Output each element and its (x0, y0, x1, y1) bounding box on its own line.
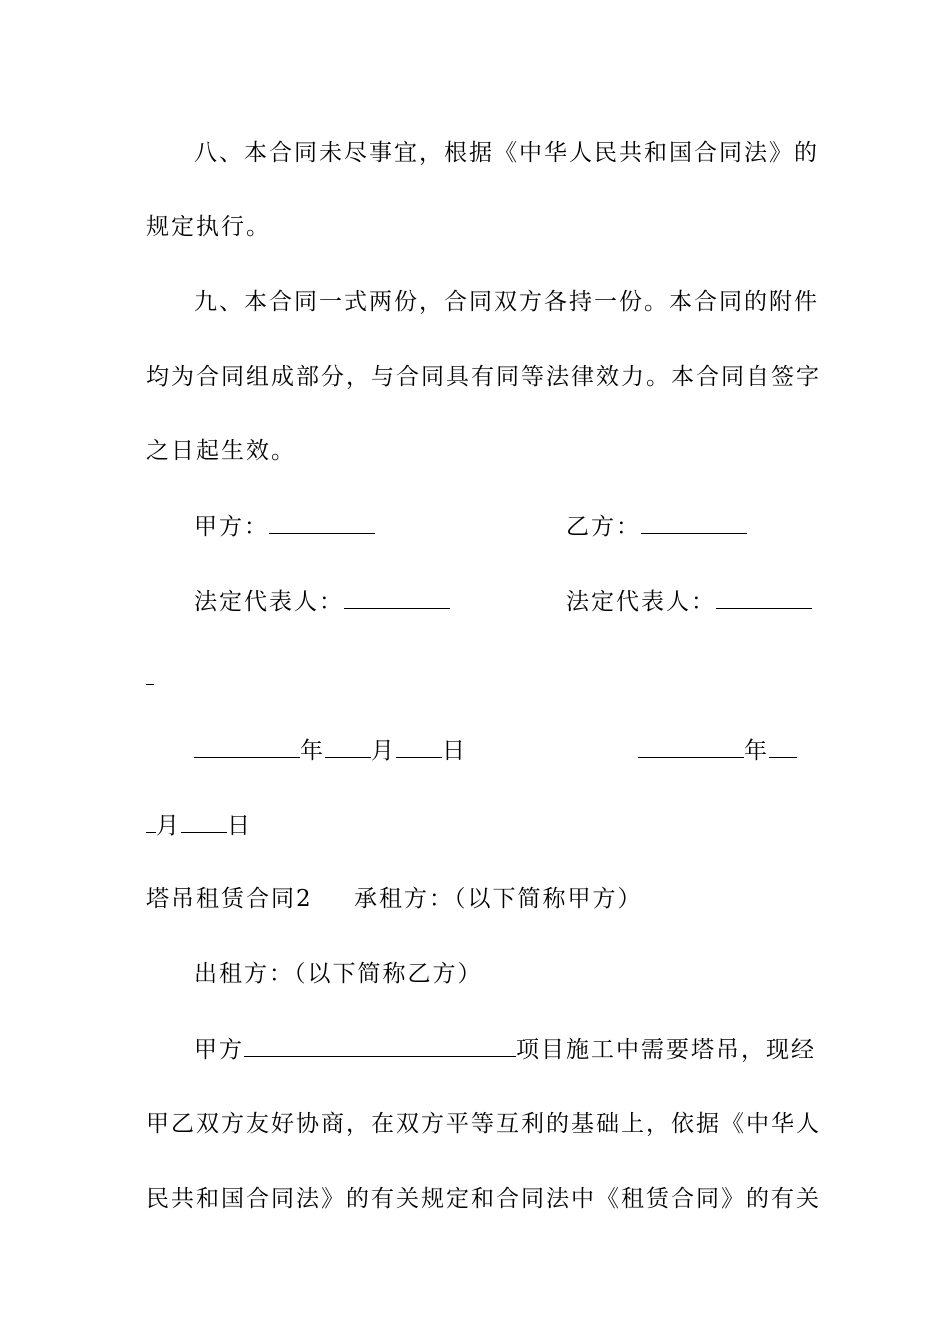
date-a-year-label: 年 (300, 738, 325, 764)
date-b-year-label: 年 (744, 738, 769, 764)
party-b-blank[interactable] (641, 511, 747, 534)
clause-9-line-2: 均为合同组成部分，与合同具有同等法律效力。本合同自签字 (146, 364, 821, 390)
date-a-month-label: 月 (371, 738, 396, 764)
rep-b-row (566, 586, 812, 617)
rep-a-label: 法定代表人： (194, 589, 344, 615)
date-b-day-label: 日 (227, 813, 252, 839)
date-b-row (638, 735, 797, 766)
party-a-blank[interactable] (269, 511, 375, 534)
rep-b-blank-continued[interactable] (146, 662, 154, 685)
body-line-1-suffix: 项目施工中需要塔吊，现经 (516, 1037, 816, 1063)
party-b-row (566, 511, 747, 542)
date-a-day-blank[interactable] (396, 735, 442, 758)
contract-2-title: 塔吊租赁合同2 (146, 886, 313, 912)
rep-b-blank[interactable] (716, 586, 812, 609)
rep-b-blank-wrap (146, 662, 154, 693)
lessee-line: 承租方：（以下简称甲方） (354, 886, 643, 912)
date-a-month-blank[interactable] (325, 735, 371, 758)
body-line-1-prefix: 甲方 (194, 1037, 244, 1063)
contract-2-body-line-2: 甲乙双方友好协商，在双方平等互利的基础上，依据《中华人 (146, 1111, 821, 1137)
contract-2-body-line-3: 民共和国合同法》的有关规定和合同法中《租赁合同》的有关 (146, 1186, 821, 1212)
lessor-line: 出租方：（以下简称乙方） (194, 961, 483, 987)
date-b-year-blank[interactable] (638, 735, 744, 758)
date-b-day-blank[interactable] (181, 810, 227, 833)
clause-9-line-1: 九、本合同一式两份，合同双方各持一份。本合同的附件 (194, 289, 819, 315)
clause-8-line-2: 规定执行。 (146, 214, 271, 240)
party-a-row (194, 511, 375, 542)
date-b-month-blank[interactable] (769, 735, 797, 758)
clause-9-line-3: 之日起生效。 (146, 438, 296, 464)
date-a-row (194, 735, 467, 766)
clause-8-line-1: 八、本合同未尽事宜，根据《中华人民共和国合同法》的 (194, 140, 819, 166)
date-b-row-continued (146, 810, 252, 841)
date-a-year-blank[interactable] (194, 735, 300, 758)
date-b-month-blank-continued[interactable] (146, 810, 156, 833)
contract-2-body-line-1 (194, 1034, 816, 1065)
party-a-label: 甲方： (194, 514, 269, 540)
date-a-day-label: 日 (442, 738, 467, 764)
rep-b-label: 法定代表人： (566, 589, 716, 615)
project-name-blank[interactable] (244, 1034, 516, 1057)
party-b-label: 乙方： (566, 514, 641, 540)
rep-a-row (194, 586, 450, 617)
date-b-month-label: 月 (156, 813, 181, 839)
rep-a-blank[interactable] (344, 586, 450, 609)
